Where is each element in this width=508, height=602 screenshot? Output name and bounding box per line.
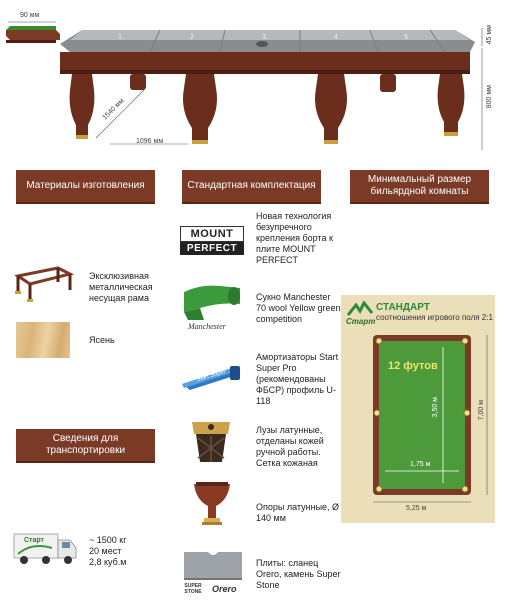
manchester-logo: Manchester: [188, 322, 226, 331]
room-outer-width: 5,25 м: [406, 505, 427, 512]
transport-volume: 2,8 куб.м: [89, 557, 127, 567]
start-logo: [346, 301, 374, 327]
cloth-image: [180, 282, 244, 340]
table-top: [60, 30, 475, 52]
table-illustration: [0, 0, 508, 162]
cushion-image: [178, 362, 246, 392]
table-diagram: [0, 0, 508, 162]
table-legs: [70, 74, 465, 144]
table-length-label: 1096 мм: [136, 138, 164, 145]
rail-section: [6, 26, 60, 43]
stone-word: STONE: [184, 589, 202, 595]
cushion-text: Амортизаторы Start Super Pro (рекомендованы ФБСР) профиль U-118: [256, 352, 339, 406]
leg-number-4: 4: [334, 34, 338, 41]
leg-text: Опоры латунные, Ø 140 мм: [256, 502, 340, 523]
room-feet-label: 12 футов: [388, 360, 438, 372]
room-plan: [341, 325, 495, 505]
frame-image: [12, 262, 74, 302]
room-inner-length: 3,50 м: [432, 397, 439, 418]
room-size-header: Минимальный размер бильярдной комнаты: [350, 170, 489, 204]
rail-width-label: 90 мм: [20, 12, 40, 19]
slate-image: [180, 550, 246, 600]
leg-image: [192, 480, 232, 526]
transport-places: 20 мест: [89, 546, 122, 556]
materials-header: Материалы изготовления: [16, 170, 155, 204]
ash-wood-text: Ясень: [89, 335, 115, 345]
table-apron: [60, 52, 470, 70]
table-width-label: 1540 мм: [101, 97, 126, 122]
equipment-header: Стандартная комплектация: [182, 170, 321, 204]
pocket-text: Лузы латунные, отделаны кожей ручной работы. Сетка кожаная: [256, 425, 324, 468]
pocket-image: [188, 418, 234, 468]
leg-number-2: 2: [190, 34, 194, 41]
slate-text: Плиты: сланец Orero, камень Super Stone: [256, 558, 341, 590]
start-logo-text: Старт: [346, 317, 376, 326]
perfect-word: PERFECT: [180, 242, 244, 255]
room-outer-length: 7,00 м: [478, 400, 485, 421]
mount-perfect-text: Новая технология безупречного крепления борта к плите MOUNT PERFECT: [256, 211, 333, 265]
mount-perfect-logo: [180, 226, 244, 258]
start-super-logo: Start Super: [195, 368, 227, 384]
leg-number-3: 3: [262, 34, 266, 41]
room-title: СТАНДАРТ: [376, 302, 430, 313]
mount-word: MOUNT: [180, 226, 244, 242]
room-subtitle: соотношения игрового поля 2:1: [376, 313, 493, 322]
truck-brand-label: Старт: [24, 537, 44, 544]
frame-text: Эксклюзивная металлическая несущая рама: [89, 271, 153, 303]
transport-header: Сведения для транспортировки: [16, 429, 155, 463]
orero-logo: Orero: [212, 584, 237, 594]
cloth-text: Сукно Manchester 70 wool Yellow green competition: [256, 292, 341, 324]
super-word: SUPER: [184, 583, 202, 589]
table-height-label: 800 мм: [486, 85, 493, 109]
cushion-height-label: 45 мм: [486, 25, 493, 45]
truck-image: [12, 528, 80, 568]
leg-number-1: 1: [118, 34, 122, 41]
ash-wood-image: [16, 322, 70, 358]
leg-number-5: 5: [404, 34, 408, 41]
transport-weight: ~ 1500 кг: [89, 535, 127, 545]
room-inner-width: 1,75 м: [410, 461, 431, 468]
